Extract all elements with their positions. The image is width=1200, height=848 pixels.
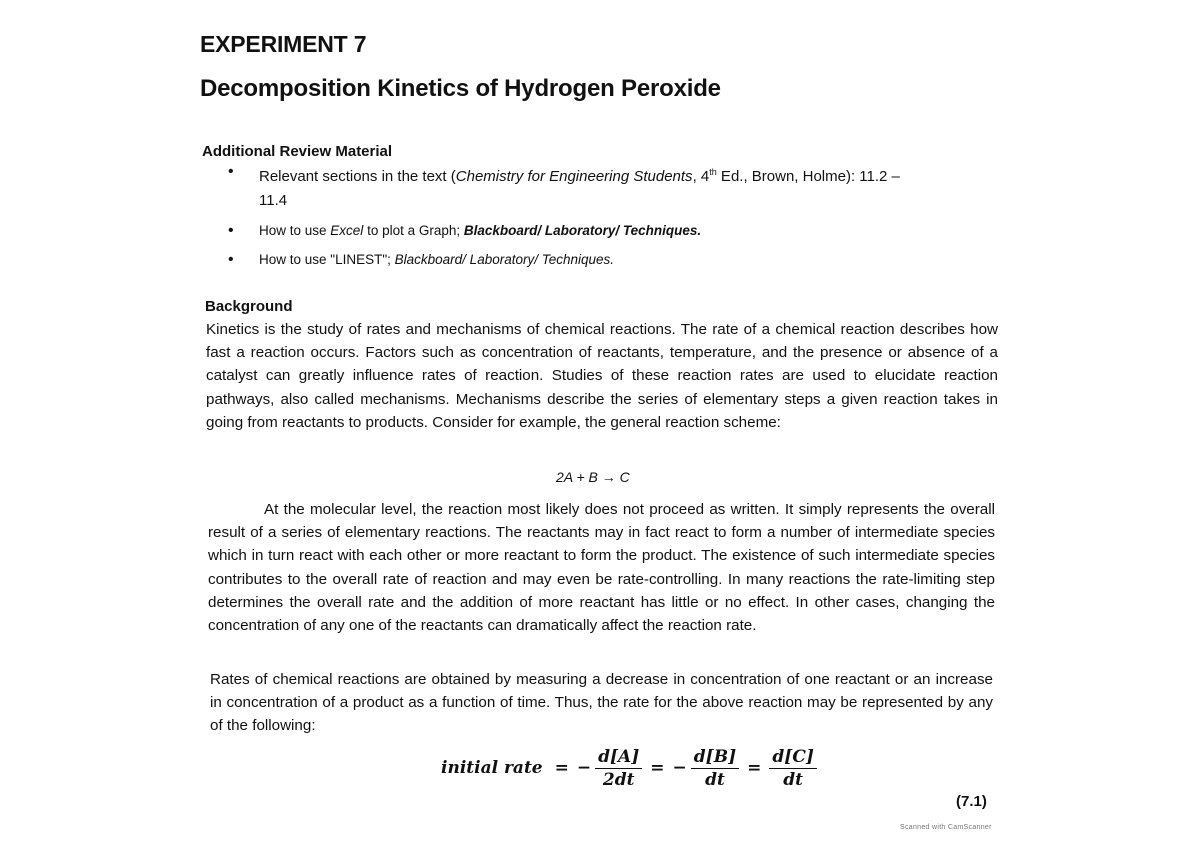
rate-equation: initial rate = − $\frac{d[A]}{2dt}$ = − $\frac{d[B]}{dt}$ = $\frac{d[C]}{dt}$ — [441, 743, 819, 793]
blackboard-path: Blackboard/ Laboratory/ Techniques. — [394, 252, 615, 267]
bullet-icon: • — [228, 251, 234, 268]
review-list — [228, 160, 900, 271]
document-title: Decomposition Kinetics of Hydrogen Peroxide — [200, 75, 721, 102]
background-paragraph-2: At the molecular level, the reaction most likely does not proceed as written. It simply represents the overall result of a series of elementary reactions. The reactants may in fact react to form a number of intermediate species which in turn react with each other or more reactant to form the product. The existence of such intermediate species contributes to the overall rate of reaction and may even be rate-controlling. In many reactions the rate-limiting step determines the overall rate and the addition of more reactant has little or no effect. In other cases, changing the concentration of any one of the reactants can dramatically affect the reaction rate. — [208, 501, 995, 635]
fraction-dC: $\frac{d[C]}{dt}$ — [769, 746, 817, 791]
review-heading: Additional Review Material — [202, 143, 393, 160]
review-item-textbook: • Relevant sections in the text (Chemistry for Engineering Students, 4th Ed., Brown, Holme): 11.2 – 11.4 — [228, 160, 900, 213]
scanner-watermark: Scanned with CamScanner — [900, 824, 992, 831]
bullet-icon: • — [228, 222, 234, 239]
experiment-number: EXPERIMENT 7 — [200, 31, 367, 57]
review-item-continuation: 11.4 — [259, 192, 288, 209]
equation-number: (7.1) — [956, 793, 987, 810]
fraction-dB: $\frac{d[B]}{dt}$ — [691, 746, 739, 791]
background-paragraph-1: Kinetics is the study of rates and mechanisms of chemical reactions. The rate of a chemical reaction describes how fast a reaction occurs. Factors such as concentration of reactants, temperature, and the presence or absence of a catalyst can greatly influence rates of reaction. Studies of these reaction rates are used to elucidate reaction pathways, also called mechanisms. Mechanisms describe the series of elementary steps a given reaction takes in going from reactants to products. Consider for example, the general reaction scheme: — [206, 321, 998, 431]
review-item-linest: • How to use "LINEST"; Blackboard/ Laboratory/ Techniques. — [228, 248, 900, 271]
fraction-dA: $\frac{d[A]}{2dt}$ — [595, 746, 642, 791]
blackboard-path: Blackboard/ Laboratory/ Techniques. — [463, 223, 702, 238]
background-heading: Background — [205, 298, 293, 315]
bullet-icon: • — [228, 163, 234, 180]
review-item-excel: • How to use Excel to plot a Graph; Blackboard/ Laboratory/ Techniques. — [228, 219, 900, 242]
book-title: Chemistry for Engineering Students — [455, 168, 693, 185]
reaction-equation: 2A + B → C — [556, 469, 630, 485]
background-paragraph-3: Rates of chemical reactions are obtained by measuring a decrease in concentration of one reactant or an increase in concentration of a product as a function of time. Thus, the rate for the above reaction may be represented by any of the following: — [210, 671, 993, 735]
rate-equation-lhs: initial rate — [441, 758, 543, 778]
